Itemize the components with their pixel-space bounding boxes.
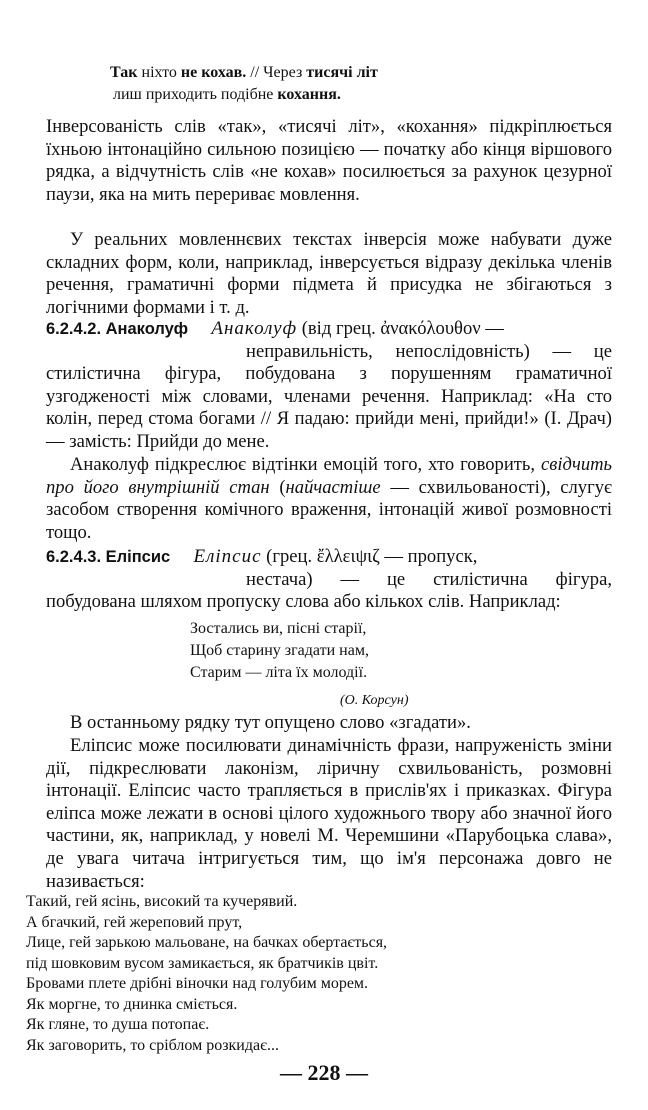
- paragraph-3: В останньому рядку тут опущено слово «згадати».: [70, 712, 471, 733]
- italic-text: свідчить про його внутрішній стан: [46, 454, 612, 498]
- poem-line: Як моргне, то днинка сміється.: [26, 995, 238, 1013]
- paragraph-1: Інверсованість слів «так», «тисячі літ», «кохання» підкріплюється їхньою інтонаційно сильною позицією — початку або кінця віршового рядка, а відчутність слів «не кохав» посилюється за рахунок цезурної паузи, яка на мить перериває мовлення.: [46, 116, 612, 205]
- poem-line: А бгачкий, гей жереповий прут,: [26, 913, 243, 931]
- poem-author: (О. Корсун): [340, 693, 409, 708]
- poem-line: Як заговорить, то сріблом розкидає...: [26, 1036, 279, 1054]
- text: (: [269, 476, 286, 498]
- poem-line: Зостались ви, пісні старії,: [190, 620, 367, 637]
- poem-line: Бровами плете дрібні віночки над голубим морем.: [26, 975, 369, 992]
- section-heading: 6.2.4.2. Анаколуф: [46, 320, 189, 338]
- paragraph-2: У реальних мовленнєвих текстах інверсія може набувати дуже складних форм, коли, наприклад, інверсується відразу декілька членів речення, граматичні форми підмета й присудка не збігаються з логічними формами і т. д.: [46, 229, 612, 318]
- poem-line: Щоб старину згадати нам,: [190, 642, 369, 659]
- paragraph-4: Еліпсис може посилювати динамічність фрази, напруженість зміни дії, підкреслювати лаконізм, ліричну схвильованість, розмовні інтонації. Еліпсис часто трапляється в прислів'ях і приказках. Фігура еліпса може лежати в основі цілого художнього твору або значної його частини, як, наприклад, у новелі М. Черемшини «Парубоцька слава», де увага читача інтригується тим, що ім'я персонажа довго не називається:: [46, 735, 612, 892]
- poem-excerpt-1: [190, 618, 408, 712]
- definition-rest: неправильність, непослідовність) — це стилістична фігура, побудована з порушенням граматичної узгодженості між словами, членами речення. Наприклад: «На сто колін, перед стома богами // Я падаю: прийди мені, прийди!» (І. Драч) — замість: Прийди до мене.: [46, 340, 612, 452]
- plain-word: ніхто: [137, 64, 181, 81]
- lead-quote-line-1: [110, 62, 530, 84]
- definition-rest: нестача) — це стилістична фігура, побудована шляхом пропуску слова або кількох слів. Наприклад:: [46, 568, 612, 613]
- lead-quote: [110, 62, 530, 106]
- text: — схвильованості), слугує засобом створення комічного враження, інтонацій живої розмовності тощо.: [46, 476, 613, 543]
- italic-text: найчастіше: [285, 476, 381, 498]
- section-anacoluthon: [46, 318, 612, 454]
- page-number: — 228 —: [280, 1060, 368, 1085]
- poem-line: під шовковим вусом замикається, як братчиків цвіт.: [26, 954, 379, 972]
- section-anacoluthon-first-line: [46, 318, 612, 341]
- term: Еліпсис: [193, 546, 262, 567]
- section-ellipsis: [46, 546, 612, 614]
- definition-start: (від грец. ἀνακόλουθον —: [297, 318, 504, 339]
- definition-start: (грец. ἔλλειψιζ — пропуск,: [261, 546, 478, 567]
- lead-quote-line-2: [110, 84, 530, 106]
- paragraph-anacoluthon-effect: [46, 454, 612, 544]
- poem-line: Старим — літа їх молодії.: [190, 664, 368, 681]
- bold-word: кохання.: [277, 86, 341, 103]
- term: Анаколуф: [211, 318, 298, 339]
- prose-poem-excerpt: [26, 892, 387, 1056]
- bold-word: Так: [110, 64, 138, 81]
- bold-word: тисячі літ: [306, 64, 378, 81]
- poem-line: Лице, гей зарькою мальоване, на бачках обертається,: [26, 934, 388, 951]
- poem-line: Такий, гей ясінь, високий та кучерявий.: [26, 893, 298, 910]
- poem-line: Як гляне, то душа потопає.: [26, 1016, 210, 1033]
- text: Анаколуф підкреслює відтінки емоцій того, хто говорить,: [70, 454, 542, 475]
- bold-word: не кохав.: [180, 64, 247, 81]
- plain-word: // Через: [246, 64, 307, 81]
- plain-word: лиш приходить подібне: [113, 86, 278, 103]
- section-heading: 6.2.4.3. Еліпсис: [46, 548, 171, 566]
- section-ellipsis-first-line: [46, 546, 612, 569]
